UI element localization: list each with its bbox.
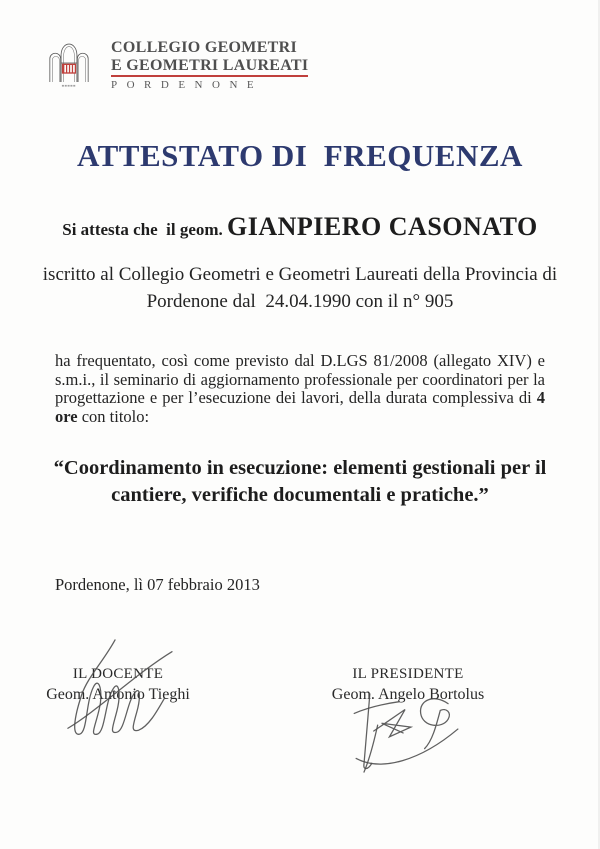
registration-info [0, 261, 600, 315]
docente-signature-block [33, 666, 203, 704]
attestation-prefix: Si attesta che il geom. [62, 220, 228, 239]
registration-line1: iscritto al Collegio Geometri e Geometri Laureati della Provincia di [42, 264, 558, 285]
course-title-line2: cantiere, verifiche documentali e pratiche.” [111, 484, 489, 507]
loggia-building-icon [47, 42, 91, 92]
attendance-paragraph [55, 352, 545, 427]
org-city: PORDENONE [111, 79, 264, 91]
presidente-signature-block [323, 666, 493, 704]
presidente-role-label: IL PRESIDENTE [352, 666, 464, 682]
date-line: Pordenone, lì 07 febbraio 2013 [55, 575, 260, 594]
attestation-line [0, 212, 600, 242]
letterhead-text [111, 40, 308, 91]
docente-name: Geom. Antonio Tieghi [46, 686, 190, 703]
docente-role-label: IL DOCENTE [72, 666, 164, 682]
certificate-title: ATTESTATO DI FREQUENZA [77, 138, 523, 173]
member-name: GIANPIERO CASONATO [227, 212, 538, 241]
presidente-name: Geom. Angelo Bortolus [331, 686, 485, 703]
course-title [0, 455, 600, 509]
org-name-line1: COLLEGIO GEOMETRI [111, 39, 298, 56]
attendance-text-end: con titolo: [77, 406, 150, 426]
course-title-line1: “Coordinamento in esecuzione: elementi gestionali per il [53, 457, 547, 479]
org-name-line2: E GEOMETRI LAUREATI [111, 58, 308, 77]
letterhead-logo [47, 40, 308, 92]
registration-line2: Pordenone dal 24.04.1990 con il n° 905 [146, 291, 454, 313]
attendance-text: ha frequentato, così come previsto dal D.LGS 81/2008 (allegato XIV) e s.m.i., il seminario di aggiornamento professionale per coordinatori per la progettazione e per l’esecuzione dei lavori, della durata complessiva di [55, 351, 545, 408]
course-duration: 4 ore [55, 388, 545, 426]
